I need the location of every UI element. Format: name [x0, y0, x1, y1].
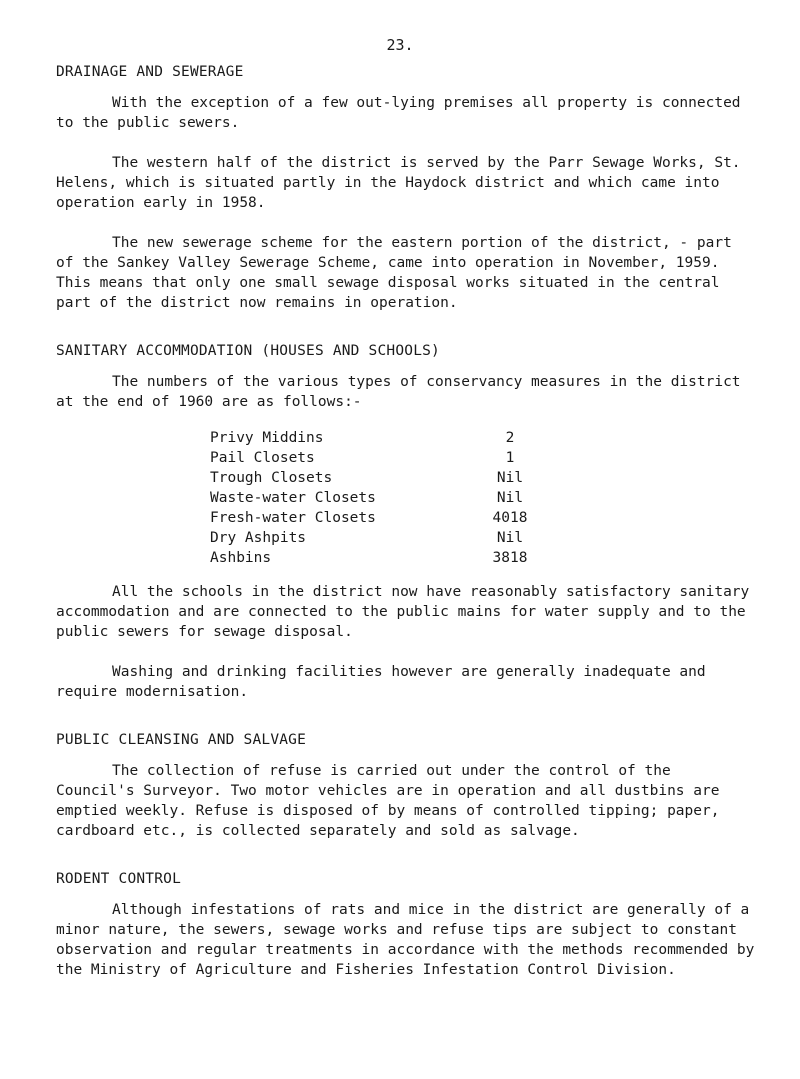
- table-row: [210, 428, 540, 448]
- measure-value: 3818: [492, 550, 528, 566]
- table-row: [210, 548, 540, 568]
- measure-value: 4018: [492, 510, 528, 526]
- measure-label: Dry Ashpits: [210, 530, 307, 546]
- table-row: [210, 528, 540, 548]
- drainage-paragraph-2: The western half of the district is served by the Parr Sewage Works, St. Helens, which is situated partly in the Haydock district and which came into operation early in 1958.: [56, 155, 741, 211]
- measure-value: Nil: [496, 530, 524, 546]
- table-row: [210, 488, 540, 508]
- sanitary-intro: The numbers of the various types of conservancy measures in the district at the end of 1960 are as follows:-: [56, 374, 741, 410]
- measure-label: Fresh-water Closets: [210, 510, 376, 526]
- cleansing-paragraph-1: The collection of refuse is carried out under the control of the Council's Surveyor. Two motor vehicles are in operation and all dustbins are emptied weekly. Refuse is disposed of by means of controlled tipping; paper, cardboard etc., is collected separately and sold as salvage.: [56, 763, 720, 839]
- measure-value: 1: [505, 450, 515, 466]
- document-body: [56, 64, 756, 1000]
- conservancy-measures-table: [210, 428, 540, 568]
- measure-label: Privy Middins: [210, 430, 324, 446]
- measure-label: Ashbins: [210, 550, 272, 566]
- table-row: [210, 508, 540, 528]
- drainage-paragraph-1: With the exception of a few out-lying premises all property is connected to the public sewers.: [56, 95, 741, 131]
- table-row: [210, 448, 540, 468]
- measure-value: 2: [505, 430, 515, 446]
- heading-sanitary: SANITARY ACCOMMODATION (HOUSES AND SCHOOLS): [56, 343, 440, 359]
- measure-value: Nil: [496, 490, 524, 506]
- rodent-paragraph-1: Although infestations of rats and mice in the district are generally of a minor nature, the sewers, sewage works and refuse tips are subject to constant observation and regular treatments in accordance with the methods recommended by the Ministry of Agriculture and Fisheries Infestation Control Division.: [56, 902, 755, 978]
- heading-cleansing: PUBLIC CLEANSING AND SALVAGE: [56, 732, 307, 748]
- heading-rodent: RODENT CONTROL: [56, 871, 182, 887]
- measure-label: Pail Closets: [210, 450, 315, 466]
- sanitary-paragraph-2: Washing and drinking facilities however are generally inadequate and require modernisation.: [56, 664, 706, 700]
- heading-drainage: DRAINAGE AND SEWERAGE: [56, 64, 244, 80]
- table-row: [210, 468, 540, 488]
- page-number: 23.: [386, 36, 414, 54]
- measure-value: Nil: [496, 470, 524, 486]
- drainage-paragraph-3: The new sewerage scheme for the eastern portion of the district, - part of the Sankey Valley Sewerage Scheme, came into operation in November, 1959. This means that only one small sewage disposal works situated in the central part of the district now remains in operation.: [56, 235, 732, 311]
- sanitary-paragraph-1: All the schools in the district now have reasonably satisfactory sanitary accommodation and are connected to the public mains for water supply and to the public sewers for sewage disposal.: [56, 584, 750, 640]
- measure-label: Waste-water Closets: [210, 490, 376, 506]
- measure-label: Trough Closets: [210, 470, 333, 486]
